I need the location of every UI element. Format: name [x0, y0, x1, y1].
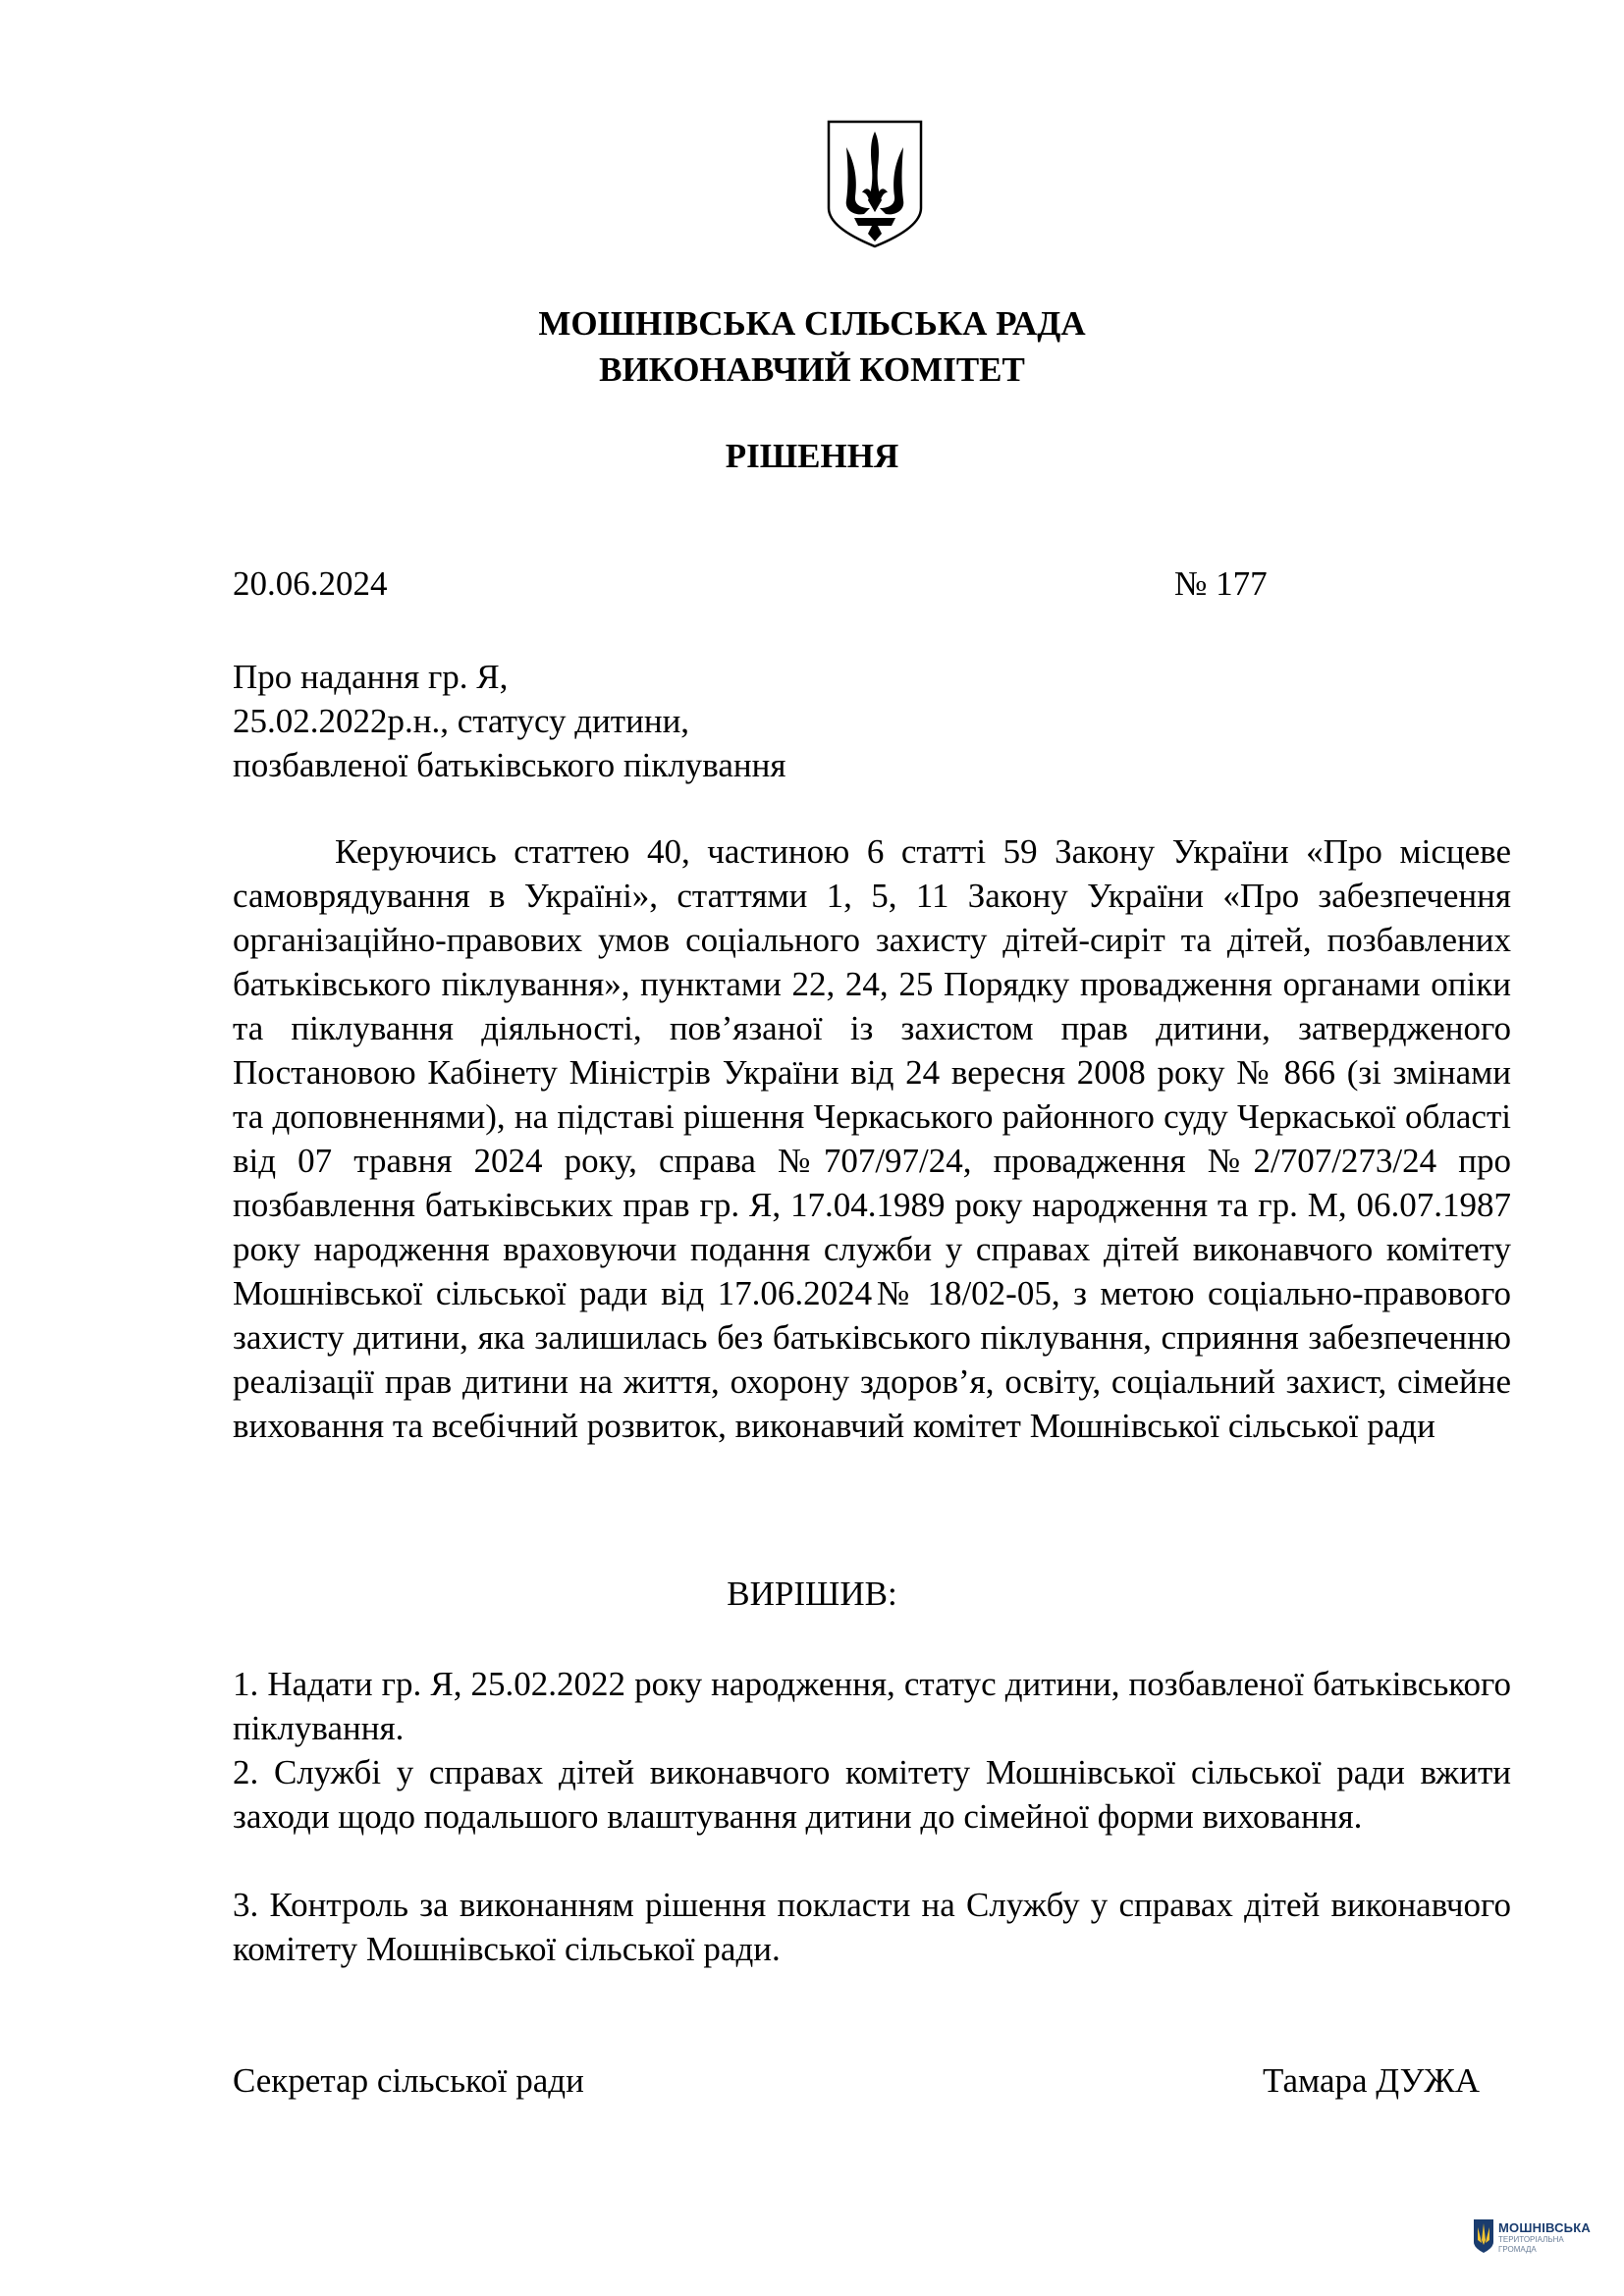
subject-line: 25.02.2022р.н., статусу дитини,	[233, 702, 690, 740]
logo-subtext: ГРОМАДА	[1498, 2245, 1537, 2254]
decided-heading: ВИРІШИВ:	[727, 1575, 897, 1613]
logo-text: МОШНІВСЬКА	[1498, 2220, 1591, 2235]
org-name-line2: ВИКОНАВЧИЙ КОМІТЕТ	[599, 350, 1025, 389]
community-logo	[1473, 2218, 1600, 2260]
signature-name: Тамара ДУЖА	[1263, 2061, 1480, 2100]
signature-position: Секретар сільської ради	[233, 2061, 584, 2100]
coat-of-arms-icon	[825, 118, 925, 250]
logo-subtext: ТЕРИТОРІАЛЬНА	[1498, 2235, 1564, 2244]
subject-line: позбавленої батьківського піклування	[233, 746, 786, 784]
preamble-paragraph	[233, 829, 1511, 1448]
preamble-text: Керуючись статтею 40, частиною 6 статті 59 Закону України «Про місцеве самоврядування в Україні», статтями 1, 5, 11 Закону України «Про забезпечення організаційно-правових умов соціального захисту дітей-сиріт та дітей, позбавлених батьківського піклування», пунктами 22, 24, 25 Порядку провадження органами опіки та піклування діяльності, пов’язаної із захистом прав дитини, затвердженого Постановою Кабінету Міністрів України від 24 вересня 2008 року № 866 (зі змінами та доповненнями), на підставі рішення Черкаського районного суду Черкаської області від 07 травня 2024 року, справа №707/97/24, провадження №2/707/273/24 про позбавлення батьківських прав гр. Я, 17.04.1989 року народження та гр. М, 06.07.1987 року народження враховуючи подання служби у справах дітей виконавчого комітету Мошнівської сільської ради від 17.06.2024№ 18/02-05, з метою соціально-правового захисту дитини, яка залишилась без батьківського піклування, сприяння забезпеченню реалізації прав дитини на життя, охорону здоров’я, освіту, соціальний захист, сімейне виховання та всебічний розвиток, виконавчий комітет Мошнівської сільської ради	[233, 832, 1511, 1445]
document-title: РІШЕННЯ	[725, 437, 899, 475]
document-number: № 177	[1174, 564, 1268, 603]
resolution-item: 1. Надати гр. Я, 25.02.2022 року народження, статус дитини, позбавленої батьківського піклування.	[233, 1665, 1511, 1747]
org-name-line1: МОШНІВСЬКА СІЛЬСЬКА РАДА	[538, 304, 1086, 343]
document-date: 20.06.2024	[233, 564, 388, 603]
resolution-item: 3. Контроль за виконанням рішення покласти на Службу у справах дітей виконавчого комітету Мошнівської сільської ради.	[233, 1886, 1511, 1968]
small-coat-of-arms-icon	[1473, 2218, 1494, 2254]
subject-line: Про надання гр. Я,	[233, 658, 509, 696]
resolution-item: 2. Службі у справах дітей виконавчого комітету Мошнівської сільської ради вжити заходи щодо подальшого влаштування дитини до сімейної форми виховання.	[233, 1753, 1511, 1836]
